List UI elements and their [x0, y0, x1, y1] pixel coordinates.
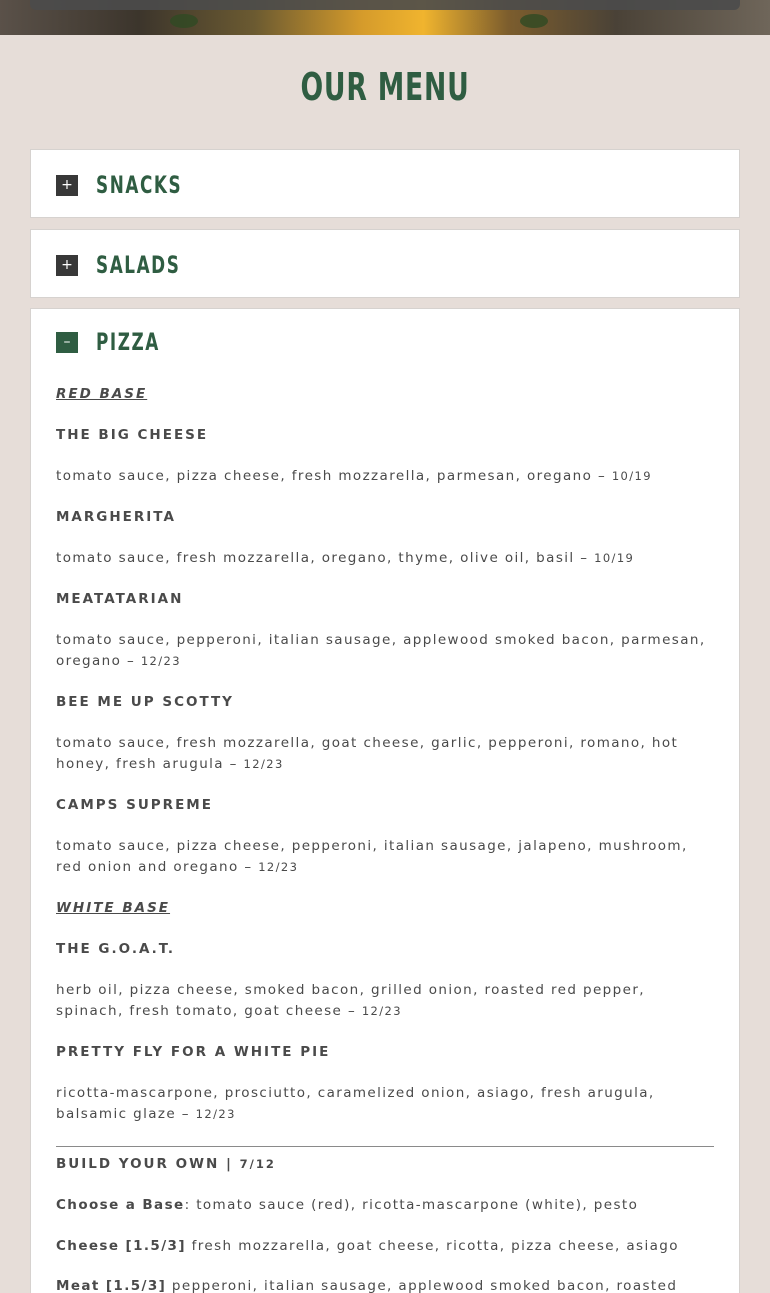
build-meat-label: Meat [1.5/3]	[56, 1278, 167, 1293]
menu-item-name: CAMPS SUPREME	[56, 797, 213, 813]
menu-item-desc: ricotta-mascarpone, prosciutto, caramelized onion, asiago, fresh arugula, balsamic glaze – 12/23	[56, 1085, 655, 1122]
build-your-own-title: BUILD YOUR OWN | 7/12	[56, 1156, 276, 1172]
plus-icon[interactable]: +	[56, 175, 78, 196]
menu-item-name: MEATATARIAN	[56, 591, 184, 607]
menu-item-name: PRETTY FLY FOR A WHITE PIE	[56, 1044, 331, 1060]
menu-item-price: 12/23	[258, 860, 299, 874]
menu-item-name: THE BIG CHEESE	[56, 427, 209, 443]
build-base-option: Choose a Base: tomato sauce (red), ricotta-mascarpone (white), pesto	[56, 1197, 639, 1213]
hero-image	[0, 0, 770, 35]
minus-icon[interactable]: –	[56, 332, 78, 353]
menu-item-desc: tomato sauce, pizza cheese, fresh mozzarella, parmesan, oregano – 10/19	[56, 468, 652, 484]
build-cheese-option: Cheese [1.5/3] fresh mozzarella, goat cheese, ricotta, pizza cheese, asiago	[56, 1238, 679, 1254]
menu-item-name: BEE ME UP SCOTTY	[56, 694, 234, 710]
herb-garnish	[520, 14, 548, 28]
accordion-salads[interactable]	[30, 229, 740, 298]
section-title-salads: SALADS	[96, 251, 181, 279]
page-title: OUR MENU	[300, 65, 470, 109]
menu-item-desc: tomato sauce, pizza cheese, pepperoni, italian sausage, jalapeno, mushroom, red onion and oregano – 12/23	[56, 838, 688, 875]
section-title-snacks: SNACKS	[96, 171, 183, 199]
accordion-header-salads[interactable]	[56, 250, 204, 280]
accordion-header-snacks[interactable]	[56, 170, 206, 200]
menu-item-price: 12/23	[361, 1004, 402, 1018]
divider	[56, 1146, 714, 1147]
menu-item-price: 12/23	[243, 757, 284, 771]
build-meat-option: Meat [1.5/3] pepperoni, italian sausage, applewood smoked bacon, roasted	[56, 1278, 678, 1293]
accordion-snacks[interactable]	[30, 149, 740, 218]
herb-garnish	[170, 14, 198, 28]
menu-item-price: 10/19	[611, 469, 652, 483]
build-cheese-label: Cheese [1.5/3]	[56, 1238, 186, 1254]
menu-item-name: THE G.O.A.T.	[56, 941, 176, 957]
menu-item-price: 12/23	[140, 654, 181, 668]
menu-item-price: 10/19	[594, 551, 635, 565]
menu-item-desc: herb oil, pizza cheese, smoked bacon, grilled onion, roasted red pepper, spinach, fresh tomato, goat cheese – 12/23	[56, 982, 645, 1019]
menu-item-price: 12/23	[195, 1107, 236, 1121]
build-your-own-price: 7/12	[239, 1157, 276, 1171]
plus-icon[interactable]: +	[56, 255, 78, 276]
build-base-label: Choose a Base	[56, 1197, 185, 1213]
menu-item-desc: tomato sauce, fresh mozzarella, oregano, thyme, olive oil, basil – 10/19	[56, 550, 635, 566]
menu-item-desc: tomato sauce, pepperoni, italian sausage, applewood smoked bacon, parmesan, oregano – 12/23	[56, 632, 706, 669]
accordion-header-pizza[interactable]	[56, 327, 178, 357]
red-base-label: RED BASE	[56, 386, 148, 402]
menu-item-desc: tomato sauce, fresh mozzarella, goat cheese, garlic, pepperoni, romano, hot honey, fresh arugula – 12/23	[56, 735, 679, 772]
white-base-label: WHITE BASE	[56, 900, 171, 916]
menu-item-name: MARGHERITA	[56, 509, 176, 525]
section-title-pizza: PIZZA	[96, 328, 160, 356]
